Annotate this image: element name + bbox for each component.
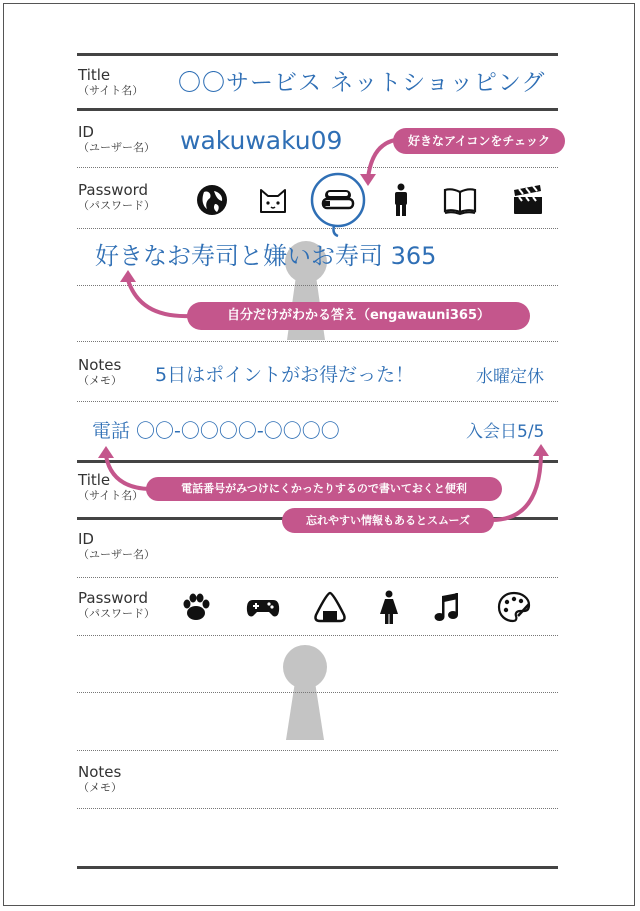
card2-title-label [78,473,143,501]
card1-password-rule [77,228,558,229]
card2-bottom-rule [77,866,558,869]
title-sublabel-2: （サイト名） [78,489,144,502]
notes-label: Notes [78,356,122,374]
password-label-2: Password [78,589,149,607]
woman-icon[interactable] [371,589,407,625]
card2-id-rule [77,577,558,578]
id-sublabel-2: （ユーザー名） [78,548,155,561]
id-value[interactable]: wakuwaku09 [180,126,343,155]
phone-text[interactable]: 電話 〇〇-〇〇〇〇-〇〇〇〇 [92,420,340,442]
card1-top-rule [77,53,558,56]
globe-icon[interactable] [194,182,230,218]
card1-notes-label [78,358,122,386]
card1-title-label [78,68,143,96]
callout-info: 忘れやすい情報もあるとスムーズ [282,508,494,533]
callout-phone: 電話番号がみつけにくかったりするので書いておくと便利 [146,477,502,501]
onigiri-icon[interactable] [312,589,348,625]
card1-title-rule [77,108,558,111]
password-sublabel: （パスワード） [78,199,155,212]
password-sublabel-2: （パスワード） [78,607,155,620]
card2-id-label [78,532,155,560]
card1-id-rule [77,167,558,168]
callout-icon-check: 好きなアイコンをチェック [393,128,565,154]
joined-text[interactable]: 入会日5/5 [466,422,545,442]
card1-id-label [78,125,155,153]
password-hint[interactable]: 好きなお寿司と嫌いお寿司 365 [95,242,437,270]
notes-right[interactable]: 水曜定休 [476,367,544,387]
notes-label-2: Notes [78,763,122,781]
music-note-icon[interactable] [430,589,466,625]
notes-text[interactable]: 5日はポイントがお得だった！ [155,364,415,386]
card2-top-rule [77,460,558,463]
title-label: Title [78,66,111,84]
sushi-icon[interactable] [318,180,358,220]
man-icon[interactable] [383,182,419,218]
id-sublabel: （ユーザー名） [78,141,155,154]
gamepad-icon[interactable] [245,589,281,625]
title-sublabel: （サイト名） [78,84,144,97]
card2-notes-rule [77,808,558,809]
card2-password-rule [77,635,558,636]
card2-answer-rule [77,750,558,751]
palette-icon[interactable] [496,589,532,625]
card2-notes-label [78,765,122,793]
callout-answer: 自分だけがわかる答え（engawauni365） [187,302,530,330]
card1-answer-rule [77,341,558,342]
id-label: ID [78,123,94,141]
notes-sublabel-2: （メモ） [78,781,122,794]
card1-hint-rule [77,285,558,286]
id-label-2: ID [78,530,94,548]
card2-password-label [78,591,155,619]
title-label-2: Title [78,471,111,489]
card1-password-label [78,183,155,211]
paw-icon[interactable] [178,589,214,625]
card1-notes-rule [77,401,558,402]
cat-icon[interactable] [255,182,291,218]
book-icon[interactable] [442,182,478,218]
clapperboard-icon[interactable] [510,182,546,218]
notes-sublabel: （メモ） [78,374,122,387]
title-value[interactable]: 〇〇サービス ネットショッピング [178,70,546,96]
password-label: Password [78,181,149,199]
card2-hint-rule [77,692,558,693]
